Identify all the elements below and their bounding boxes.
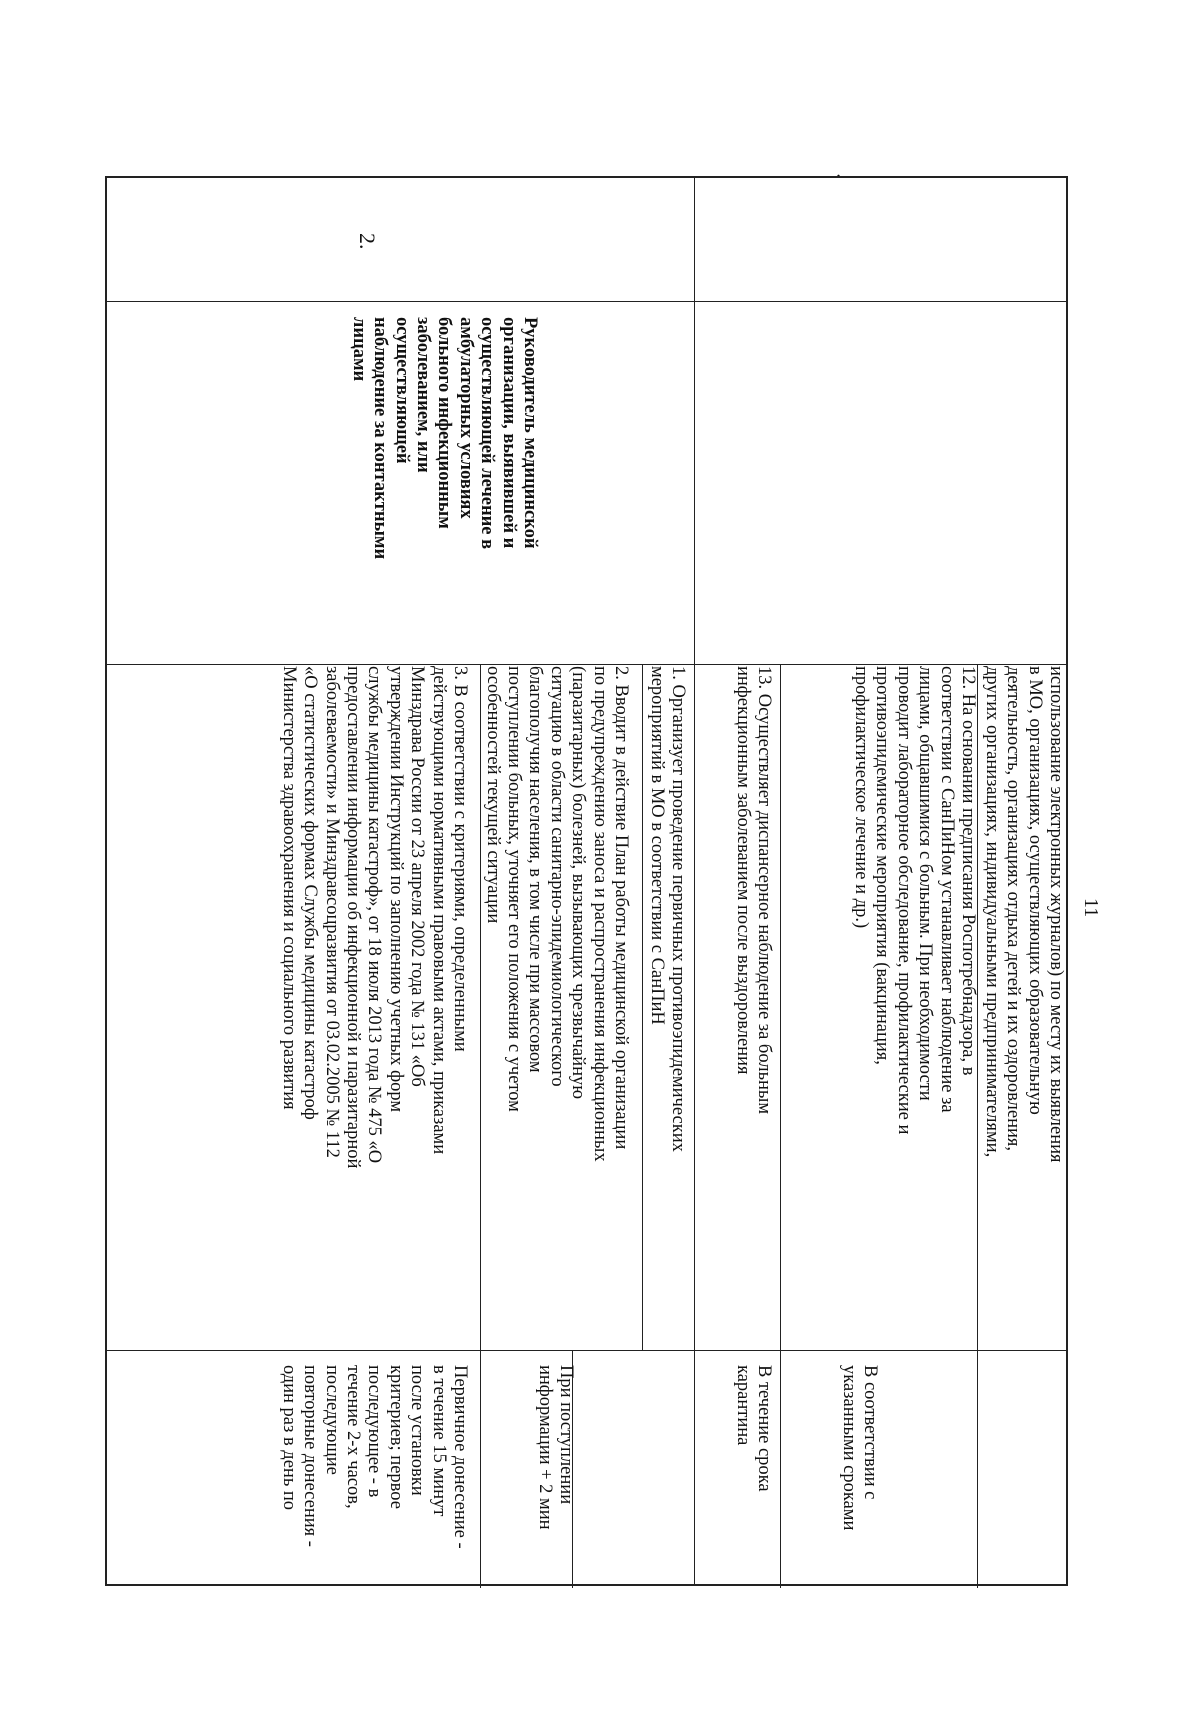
text-line: использование электронных журналов) по месту их выявления [1046, 666, 1066, 1163]
action-item-1-2-deadline [533, 1365, 576, 1530]
responsible-line: Руководитель медицинской [520, 317, 540, 549]
text-line: (паразитарных) болезней, вызывающих чрезвычайную [568, 666, 589, 1100]
action-item-2 [481, 666, 631, 1162]
text-line: 3. В соответствии с критериями, определенными [450, 666, 470, 1052]
column-divider-number [107, 301, 1066, 302]
responsible-line: осуществляющей лечение в [477, 317, 498, 550]
text-line: карантина [732, 1365, 753, 1446]
responsible-party [347, 317, 540, 559]
row-divider-1-2 [694, 178, 695, 1584]
subrow-divider-b [780, 664, 781, 1588]
action-item-1 [645, 666, 688, 1152]
text-line: действующими нормативными правовыми актами, приказами [428, 666, 449, 1155]
text-line: лицами, общавшимися с больным. При необходимости [915, 666, 936, 1101]
stray-mark: . [836, 160, 841, 182]
text-line: 1. Организует проведение первичных противоэпидемических [668, 666, 688, 1152]
text-line: течение 2-х часов, [342, 1365, 363, 1509]
text-line: после установки [407, 1365, 428, 1496]
item12-text [850, 666, 978, 1134]
text-line: последующее - в [364, 1365, 385, 1498]
text-line: При поступлении [556, 1365, 576, 1505]
text-line: ситуацию в области санитарно-эпидемиологического [546, 666, 567, 1087]
item13-text [731, 666, 774, 1114]
text-line: противоэпидемические мероприятия (вакцинация, [872, 666, 893, 1065]
text-line: критериев; первое [385, 1365, 406, 1509]
text-line: других организациях, индивидуальными предпринимателями, [981, 666, 1002, 1158]
text-line: службы медицины катастроф», от 18 июля 2013 года № 475 «О [364, 666, 385, 1164]
responsible-line: осуществляющей [391, 317, 412, 464]
text-line: повторные донесения - [300, 1365, 321, 1547]
text-line: Первичное донесение - [450, 1365, 470, 1549]
text-line: информации + 2 мин [534, 1365, 555, 1530]
text-line: Министерства здравоохранения и социального развития [278, 666, 299, 1110]
subrow-divider-c [642, 664, 643, 1350]
responsible-line: амбулаторных условиях [455, 317, 476, 519]
text-line: мероприятий в МО в соответствии с СанПиН [646, 666, 667, 1025]
responsible-line: лицами [348, 317, 369, 382]
responsible-line: заболеванием, или [412, 317, 433, 473]
item11-text [980, 666, 1066, 1163]
column-divider-responsible [107, 664, 1066, 665]
text-line: в МО, организациях, осуществляющих образовательную [1024, 666, 1045, 1115]
text-line: особенностей текущей ситуации [482, 666, 503, 924]
text-line: 13. Осуществляет диспансерное наблюдение за больным [754, 666, 774, 1115]
text-line: указанными сроками [838, 1365, 859, 1531]
text-line: инфекционным заболеванием после выздоровления [732, 666, 753, 1075]
text-line: предоставлении информации об инфекционной и паразитарной [342, 666, 363, 1169]
text-line: Минздрава России от 23 апреля 2002 года № 131 «Об [407, 666, 428, 1087]
text-line: 2. Вводит в действие План работы медицинской организации [611, 666, 631, 1150]
text-line: соответствии с СанПиНом устанавливает наблюдение за [936, 666, 957, 1113]
item13-deadline [731, 1365, 774, 1492]
text-line: утверждении Инструкций по заполнению учетных форм [385, 666, 406, 1113]
text-line: один раз в день по [278, 1365, 299, 1511]
text-line: 12. На основании предписания Роспотребнадзора, в [958, 666, 978, 1076]
action-item-3-deadline [277, 1365, 470, 1549]
responsible-line: наблюдение за контактными [370, 317, 391, 560]
column-divider-actions [107, 1350, 1066, 1351]
text-line: «О статистических формах Службы медицины катастроф [300, 666, 321, 1120]
text-line: поступлении больных, уточняет его положения с учетом [503, 666, 524, 1112]
text-line: проводит лабораторное обследование, профилактические и [893, 666, 914, 1135]
item12-deadline [837, 1365, 880, 1530]
text-line: деятельность, организациях отдыха детей и их оздоровления, [1003, 666, 1024, 1152]
row-number: 2. [355, 233, 380, 250]
text-line: В соответствии с [860, 1365, 880, 1500]
text-line: В течение срока [754, 1365, 774, 1492]
text-line: профилактическое лечение и др.) [850, 666, 871, 929]
action-item-3 [277, 666, 470, 1168]
text-line: по предупреждению заноса и распространения инфекционных [589, 666, 610, 1162]
responsible-line: организации, выявившей и [498, 317, 519, 549]
page-number: 11 [1080, 898, 1102, 918]
responsible-line: больного инфекционным [434, 317, 455, 529]
text-line: заболеваемости» и Минздравсоцразвития от 03.02.2005 № 112 [321, 666, 342, 1158]
text-line: в течение 15 минут [428, 1365, 449, 1517]
text-line: благополучия населения, в том числе при массовом [525, 666, 546, 1073]
text-line: последующие [321, 1365, 342, 1475]
